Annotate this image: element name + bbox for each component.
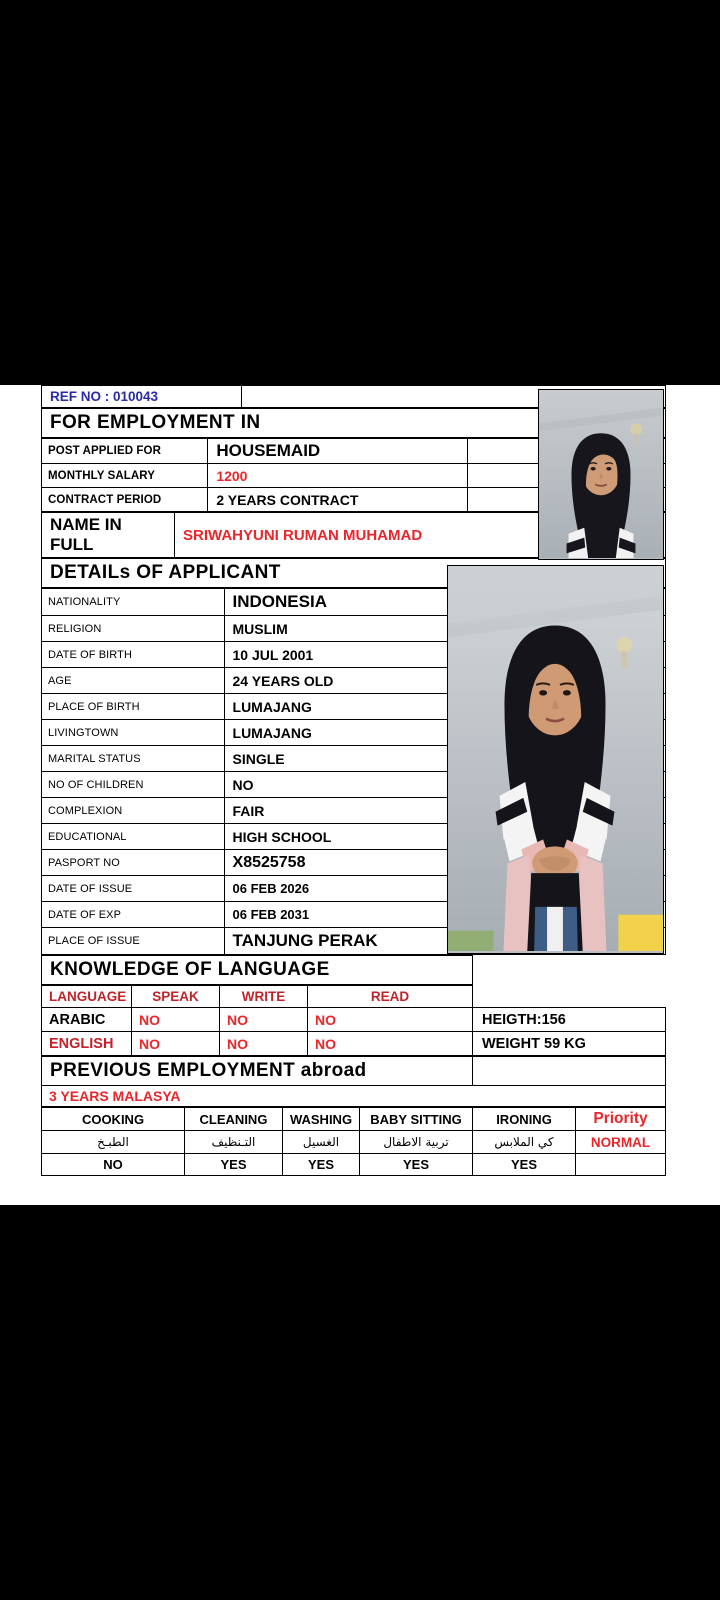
previous-employment-band-row [42, 1057, 666, 1086]
english-read-value: NO [308, 1032, 473, 1056]
educational-label: EDUCATIONAL [42, 824, 225, 850]
language-table [41, 985, 666, 1056]
skills-header-row [42, 1108, 666, 1131]
previous-experience-row [42, 1086, 666, 1107]
date-of-birth-label: DATE OF BIRTH [42, 642, 225, 668]
passport-no-value: X8525758 [224, 850, 481, 876]
marital-status-label: MARITAL STATUS [42, 746, 225, 772]
priority-label: Priority [576, 1108, 666, 1131]
headshot-illustration [539, 390, 663, 558]
skill-arabic-baby-sitting: تربية الاطفال [360, 1131, 473, 1154]
speak-col-header: SPEAK [132, 986, 220, 1008]
height-value: HEIGTH:156 [473, 1008, 666, 1032]
table-row [42, 1008, 666, 1032]
skill-value-washing: YES [283, 1154, 360, 1176]
language-header-row [42, 986, 666, 1008]
skill-value-cooking: NO [42, 1154, 185, 1176]
date-of-issue-label: DATE OF ISSUE [42, 876, 225, 902]
language-band-row [42, 956, 667, 985]
date-of-exp-label: DATE OF EXP [42, 902, 225, 928]
arabic-speak-value: NO [132, 1008, 220, 1032]
priority-value: NORMAL [576, 1131, 666, 1154]
language-name-english-row: ENGLISH [42, 1032, 132, 1056]
previous-experience-value: 3 YEARS MALASYA [42, 1086, 666, 1107]
post-applied-value: HOUSEMAID [208, 439, 468, 464]
no-of-children-value: NO [224, 772, 481, 798]
religion-label: RELIGION [42, 616, 225, 642]
weight-value: WEIGHT 59 KG [473, 1032, 666, 1056]
name-in-full-value: SRIWAHYUNI RUMAN MUHAMAD [175, 513, 666, 558]
write-col-header: WRITE [220, 986, 308, 1008]
skills-values-row [42, 1154, 666, 1176]
language-band-spacer [473, 956, 667, 985]
date-of-birth-value: 10 JUL 2001 [224, 642, 481, 668]
complexion-value: FAIR [224, 798, 481, 824]
educational-value: HIGH SCHOOL [224, 824, 481, 850]
applicant-fullbody-photo [447, 565, 664, 954]
marital-status-value: SINGLE [224, 746, 481, 772]
english-speak-value: NO [132, 1032, 220, 1056]
monthly-salary-value: 1200 [208, 464, 468, 488]
contract-period-label: CONTRACT PERIOD [42, 488, 208, 512]
previous-employment-blank-cell [473, 1057, 666, 1086]
cv-sheet [41, 385, 666, 1176]
skill-value-cleaning: YES [185, 1154, 283, 1176]
skill-header-ironing: IRONING [473, 1108, 576, 1131]
no-of-children-label: NO OF CHILDREN [42, 772, 225, 798]
skill-header-washing: WASHING [283, 1108, 360, 1131]
place-of-issue-value: TANJUNG PERAK [224, 928, 481, 955]
knowledge-of-language-heading: KNOWLEDGE OF LANGUAGE [42, 956, 473, 985]
livingtown-label: LIVINGTOWN [42, 720, 225, 746]
table-row [42, 1032, 666, 1056]
previous-employment-band-table [41, 1056, 666, 1107]
age-label: AGE [42, 668, 225, 694]
applicant-headshot-photo [538, 389, 664, 560]
nationality-label: NATIONALITY [42, 589, 225, 616]
details-of-applicant-heading: DETAILs OF APPLICANT [42, 559, 666, 588]
skill-arabic-washing: الغسيل [283, 1131, 360, 1154]
bottom-letterbox [0, 1205, 720, 1600]
skills-table [41, 1107, 666, 1176]
ref-no-label: REF NO : 010043 [42, 386, 242, 408]
religion-value: MUSLIM [224, 616, 481, 642]
date-of-issue-value: 06 FEB 2026 [224, 876, 481, 902]
arabic-read-value: NO [308, 1008, 473, 1032]
age-value: 24 YEARS OLD [224, 668, 481, 694]
fullbody-illustration [448, 566, 663, 951]
complexion-label: COMPLEXION [42, 798, 225, 824]
skill-header-cleaning: CLEANING [185, 1108, 283, 1131]
arabic-write-value: NO [220, 1008, 308, 1032]
english-write-value: NO [220, 1032, 308, 1056]
skills-arabic-row [42, 1131, 666, 1154]
livingtown-value: LUMAJANG [224, 720, 481, 746]
language-header-spacer [473, 986, 666, 1008]
language-col-header: LANGUAGE [42, 986, 132, 1008]
post-applied-label: POST APPLIED FOR [42, 439, 208, 464]
language-band-table [41, 955, 666, 985]
skill-arabic-cleaning: التـنظيف [185, 1131, 283, 1154]
skill-value-ironing: YES [473, 1154, 576, 1176]
date-of-exp-value: 06 FEB 2031 [224, 902, 481, 928]
place-of-issue-label: PLACE OF ISSUE [42, 928, 225, 955]
nationality-value: INDONESIA [224, 589, 481, 616]
top-letterbox [0, 0, 720, 385]
skill-value-baby-sitting: YES [360, 1154, 473, 1176]
name-in-full-label: NAME IN FULL [42, 513, 175, 558]
read-col-header: READ [308, 986, 473, 1008]
previous-employment-heading: PREVIOUS EMPLOYMENT abroad [42, 1057, 473, 1086]
priority-blank-cell [576, 1154, 666, 1176]
cv-document [0, 385, 720, 1205]
skill-header-baby-sitting: BABY SITTING [360, 1108, 473, 1131]
skill-arabic-ironing: كي الملابس [473, 1131, 576, 1154]
language-name-arabic-row: ARABIC [42, 1008, 132, 1032]
skill-arabic-cooking: الطبـخ [42, 1131, 185, 1154]
contract-period-value: 2 YEARS CONTRACT [208, 488, 468, 512]
for-employment-in-heading: FOR EMPLOYMENT IN [42, 409, 666, 438]
monthly-salary-label: MONTHLY SALARY [42, 464, 208, 488]
place-of-birth-value: LUMAJANG [224, 694, 481, 720]
skill-header-cooking: COOKING [42, 1108, 185, 1131]
passport-no-label: PASPORT NO [42, 850, 225, 876]
place-of-birth-label: PLACE OF BIRTH [42, 694, 225, 720]
